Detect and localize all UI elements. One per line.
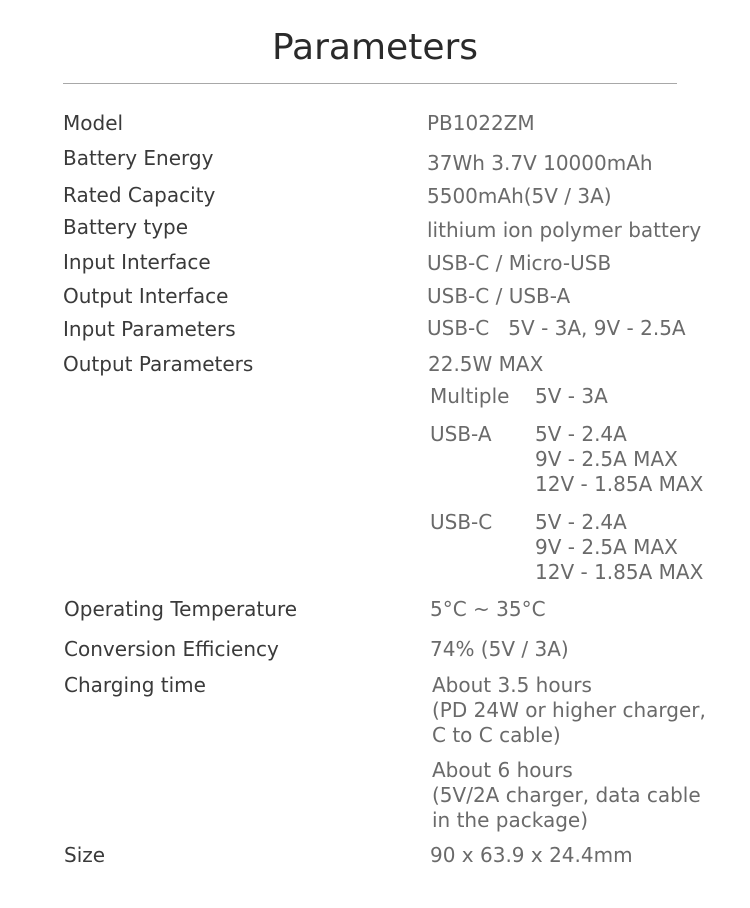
spec-label: Rated Capacity (63, 183, 216, 207)
spec-value: 22.5W MAX (428, 352, 544, 376)
spec-label: Input Interface (63, 250, 211, 274)
spec-value: USB-C / Micro-USB (427, 251, 612, 275)
title-divider (63, 83, 677, 84)
spec-value: USB-C / USB-A (427, 284, 571, 308)
spec-value: 5500mAh(5V / 3A) (427, 184, 612, 208)
spec-value: USB-C 5V - 3A, 9V - 2.5A (427, 316, 686, 340)
output-port-value: 12V - 1.85A MAX (535, 472, 704, 496)
spec-label: Model (63, 111, 124, 135)
spec-label: Battery type (63, 215, 189, 239)
spec-label: Conversion Efficiency (64, 637, 279, 661)
output-port-label: USB-A (430, 422, 492, 446)
charging-time-line: in the package) (432, 808, 589, 832)
spec-label: Operating Temperature (64, 597, 298, 621)
charging-time-line: C to C cable) (432, 723, 561, 747)
spec-label: Output Parameters (63, 352, 254, 376)
output-port-label: Multiple (430, 384, 510, 408)
spec-label: Battery Energy (63, 146, 214, 170)
charging-time-line: (PD 24W or higher charger, (432, 698, 706, 722)
output-port-value: 12V - 1.85A MAX (535, 560, 704, 584)
charging-time-line: About 6 hours (432, 758, 573, 782)
output-port-label: USB-C (430, 510, 493, 534)
output-port-value: 5V - 2.4A (535, 510, 627, 534)
spec-value: PB1022ZM (427, 111, 535, 135)
charging-time-line: (5V/2A charger, data cable (432, 783, 701, 807)
spec-label: Input Parameters (63, 317, 236, 341)
spec-value: 90 x 63.9 x 24.4mm (430, 843, 633, 867)
spec-value: 37Wh 3.7V 10000mAh (427, 151, 653, 175)
page-title: Parameters (271, 27, 479, 68)
output-port-value: 5V - 2.4A (535, 422, 627, 446)
spec-value: lithium ion polymer battery (427, 218, 702, 242)
spec-value: 74% (5V / 3A) (430, 637, 569, 661)
output-port-value: 9V - 2.5A MAX (535, 535, 678, 559)
output-port-value: 5V - 3A (535, 384, 608, 408)
spec-label: Charging time (64, 673, 206, 697)
spec-value: 5°C ~ 35°C (430, 597, 546, 621)
spec-label: Output Interface (63, 284, 229, 308)
spec-label: Size (64, 843, 106, 867)
charging-time-line: About 3.5 hours (432, 673, 592, 697)
output-port-value: 9V - 2.5A MAX (535, 447, 678, 471)
